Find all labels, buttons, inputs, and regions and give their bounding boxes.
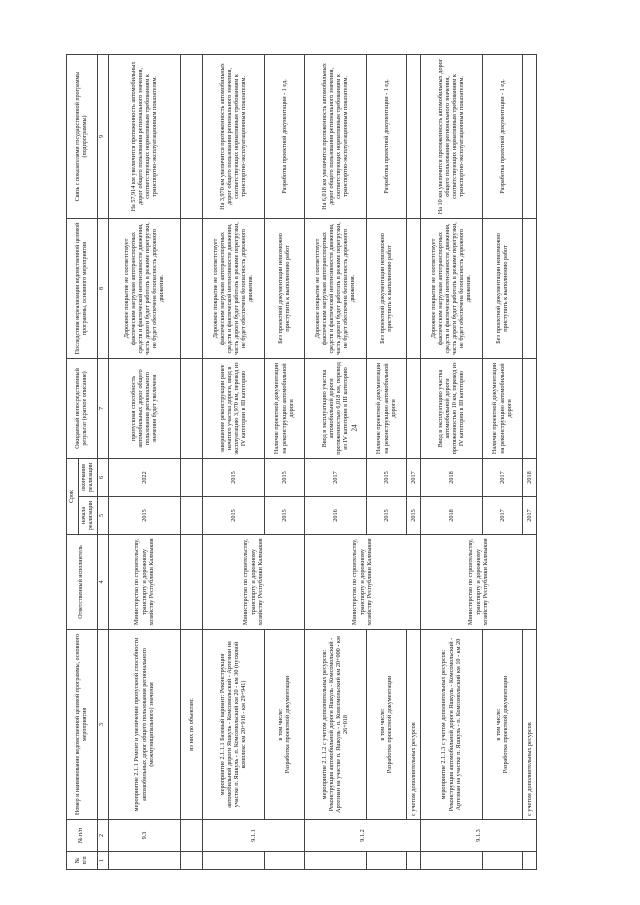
cell-blank [180,497,202,535]
cell-start: 2017 [522,497,536,535]
cell-blank [304,852,366,870]
cell-blank [180,458,202,496]
cell-consequence: Дорожное покрытие не соответствует фактическим нагрузкам автотранспортных средств и фактической интенсивности движения, часть дороги будет работать в режиме перегрузки, не будет обеспечена безопасность дорожного движения. [420,218,482,358]
cell-name-prefix: в том числе: [379,708,387,741]
cell-name: мероприятие 2.1.1 Ремонт и увеличение пропускной способности автомобильных дорог общего пользования регионального (межмуниципального) значения [108,630,180,820]
header-no: № п/п [67,852,98,870]
cell-blank [420,852,482,870]
cell-responsible: Министерство по строительству, транспорту и дорожному хозяйству Республики Калмыкия [202,535,304,630]
program-table [66,54,537,870]
header-result: Ожидаемый непосредственный результат (краткое описание) [67,358,98,458]
cell-link: Разработка проектной документации - 1 ед. [366,54,406,218]
cell-consequence: Дорожное покрытие не соответствует фактическим нагрузкам автотранспортных средств и фактической интенсивности движения, часть дороги будет работать в режиме перегрузки, не будет обеспечена безопасность дорожного движения. [304,218,366,358]
cell-result: Ввод в эксплуатацию участка автомобильной дороги протяженностью 6,018 км, перевод из IV категории в III категорию [304,358,366,458]
cell-name-text: Разработка проектной документации [386,675,394,774]
cell-blank [264,852,304,870]
table-row [180,54,202,869]
col-number: 4 [97,535,108,630]
cell-result: Наличие проектной документации на реконструкцию автомобильной дороги [482,358,522,458]
col-number: 6 [97,458,108,496]
cell-start: 2016 [304,497,366,535]
cell-end: 2017 [482,458,522,496]
col-number: 7 [97,358,108,458]
cell-blank [180,54,202,218]
table-row [108,54,180,869]
cell-responsible: Министерство по строительству, транспорту и дорожному хозяйству Республики Калмыкия [420,535,536,630]
header-num: № п/п [67,820,98,852]
cell-consequence: Дорожное покрытие не соответствует фактическим нагрузкам автотранспортных средств и фактической интенсивности движения, часть дороги будет работать в режиме перегрузки, не будет обеспечена безопасность дорожного движения. [202,218,264,358]
cell-link: Разработка проектной документации - 1 ед. [264,54,304,218]
table-row [420,54,482,869]
cell-end: 2018 [522,458,536,496]
cell-link: На 10 км увеличится протяженность автомобильных дорог общего пользования регионального значения, соответствующих нормативным требованиям к транспортно-эксплуатационным показателям. [420,54,482,218]
cell-name: мероприятие 2.1.1.1 Базовый вариант: Реконструкция автомобильной дороги Яшкуль - Комсомольский - Артезиан на участке п. Яшкуль - п. Комсомольский км 20 - км 30 (пусковой комплекс км 20+918 - км 29+941) [202,630,264,820]
cell-blank [406,358,420,458]
page-number: 24 [350,424,359,432]
cell-blank [202,852,264,870]
table-row [366,54,406,869]
header-consequence: Последствия нереализации ведомственной целевой программы, основного мероприятия [67,218,98,358]
cell-name [264,630,304,820]
cell-result: Ввод в эксплуатацию участка автомобильной дороги протяженностью 10 км, перевод из IV категории в III категорию [420,358,482,458]
cell-start: 2015 [406,497,420,535]
cell-start: 2017 [482,497,522,535]
cell-blank [366,852,406,870]
cell-name: мероприятие 2.1.1.3 с учетом дополнительных ресурсов: Реконструкция автомобильной дороги Яшкуль - Комсомольский - Артезиан на участке п. Яшкуль - п. Комсомольский км 10 - км 20 [420,630,482,820]
cell-blank [180,218,202,358]
cell-link: Разработка проектной документации - 1 ед. [482,54,522,218]
cell-name: с учетом дополнительных ресурсов [522,630,536,820]
cell-end: 2015 [264,458,304,496]
cell-name-prefix: в том числе: [277,708,285,741]
cell-start: 2015 [264,497,304,535]
cell-blank [180,358,202,458]
table-row [304,54,366,869]
cell-blank [180,852,202,870]
header-term: Срок [67,458,79,534]
cell-link: На 3,970 км увеличится протяженность автомобильных дорог общего пользования регионального значения, соответствующих нормативным требованиям к транспортно-эксплуатационным показателям. [202,54,264,218]
cell-name: с учетом дополнительных ресурсов [406,630,420,820]
cell-consequence: Без проектной документации невозможно приступить к выполнению работ [366,218,406,358]
header-link: Связь с показателями государственной программы (подпрограммы) [67,54,98,218]
cell-name-text: Разработка проектной документации [502,675,510,774]
cell-blank [406,218,420,358]
cell-name: мероприятие 2.1.1.2 с учетом дополнительных ресурсов: Реконструкция автомобильной дороги Яшкуль - Комсомольский - Артезиан на участке п. Яшкуль - п. Комсомольский км 20+000 - км 26+018 [304,630,366,820]
cell-link: На 57,914 км увеличится протяженность автомобильных дорог общего пользования регионального значения, соответствующих нормативным требованиям к транспортно-эксплуатационным показателям. [108,54,180,218]
table-row [482,54,522,869]
table-row [264,54,304,869]
col-number: 9 [97,54,108,218]
cell-consequence: Без проектной документации невозможно приступить к выполнению работ [264,218,304,358]
cell-result: Наличие проектной документации на реконструкцию автомобильной дороги [264,358,304,458]
numbering-row [97,54,108,869]
col-number: 8 [97,218,108,358]
cell-blank [406,852,420,870]
cell-end: 2017 [406,458,420,496]
header-responsible: Ответственный исполнитель [67,535,98,630]
cell-num: 9.3 [108,820,180,852]
cell-responsible: Министерство по строительству, транспорту и дорожному хозяйству Республики Калмыкия [108,535,180,630]
cell-blank [522,54,536,218]
cell-result: Наличие проектной документации на реконструкцию автомобильной дороги [366,358,406,458]
header-start: начала реализации [78,497,97,535]
cell-responsible: Министерство по строительству, транспорту и дорожному хозяйству Республики Калмыкия [304,535,420,630]
cell-name-text: Разработка проектной документации [284,675,292,774]
header-row [67,54,79,869]
cell-start: 2018 [420,497,482,535]
cell-result: завершение реконструкции ранее начатого участка дороги, ввод в эксплуатацию 3,970 км, перевод из IV категории в III категорию [202,358,264,458]
cell-result: пропускная способность автомобильных дорог общего пользования регионального значения будет увеличена [108,358,180,458]
col-number: 2 [97,820,108,852]
cell-blank [108,852,180,870]
cell-name-prefix: в том числе: [495,708,503,741]
cell-end: 2018 [420,458,482,496]
table-row [406,54,420,869]
cell-name [482,630,522,820]
col-number: 3 [97,630,108,820]
cell-end: 2022 [108,458,180,496]
cell-num: 9.1.1 [202,820,304,852]
rotated-table-container [66,55,596,870]
cell-blank [180,535,202,630]
cell-start: 2015 [366,497,406,535]
cell-end: 2015 [202,458,264,496]
header-end: окончания реализации [78,458,97,496]
cell-name [366,630,406,820]
cell-consequence: Без проектной документации невозможно приступить к выполнению работ [482,218,522,358]
cell-start: 2015 [202,497,264,535]
cell-blank [522,218,536,358]
cell-consequence: Дорожное покрытие не соответствует фактическим нагрузкам автотранспортных средств и фактической интенсивности движения, часть дороги будет работать в режиме перегрузки, не будет обеспечена безопасность дорожного движения. [108,218,180,358]
cell-num: 9.1.2 [304,820,420,852]
cell-blank [522,358,536,458]
header-name: Номер и наименование ведомственной целевой программы, основного мероприятия [67,630,98,820]
cell-name: из них по объектам: [180,630,202,820]
cell-end: 2017 [304,458,366,496]
cell-blank [522,852,536,870]
cell-num: 9.1.3 [420,820,536,852]
cell-blank [406,54,420,218]
table-row [522,54,536,869]
cell-start: 2015 [108,497,180,535]
table-row [202,54,264,869]
cell-link: На 6,018 км увеличится протяженность автомобильных дорог общего пользования регионального значения, соответствующих нормативным требованиям к транспортно-эксплуатационным показателям. [304,54,366,218]
col-number: 1 [97,852,108,870]
cell-end: 2015 [366,458,406,496]
cell-blank [180,820,202,852]
cell-blank [482,852,522,870]
col-number: 5 [97,497,108,535]
